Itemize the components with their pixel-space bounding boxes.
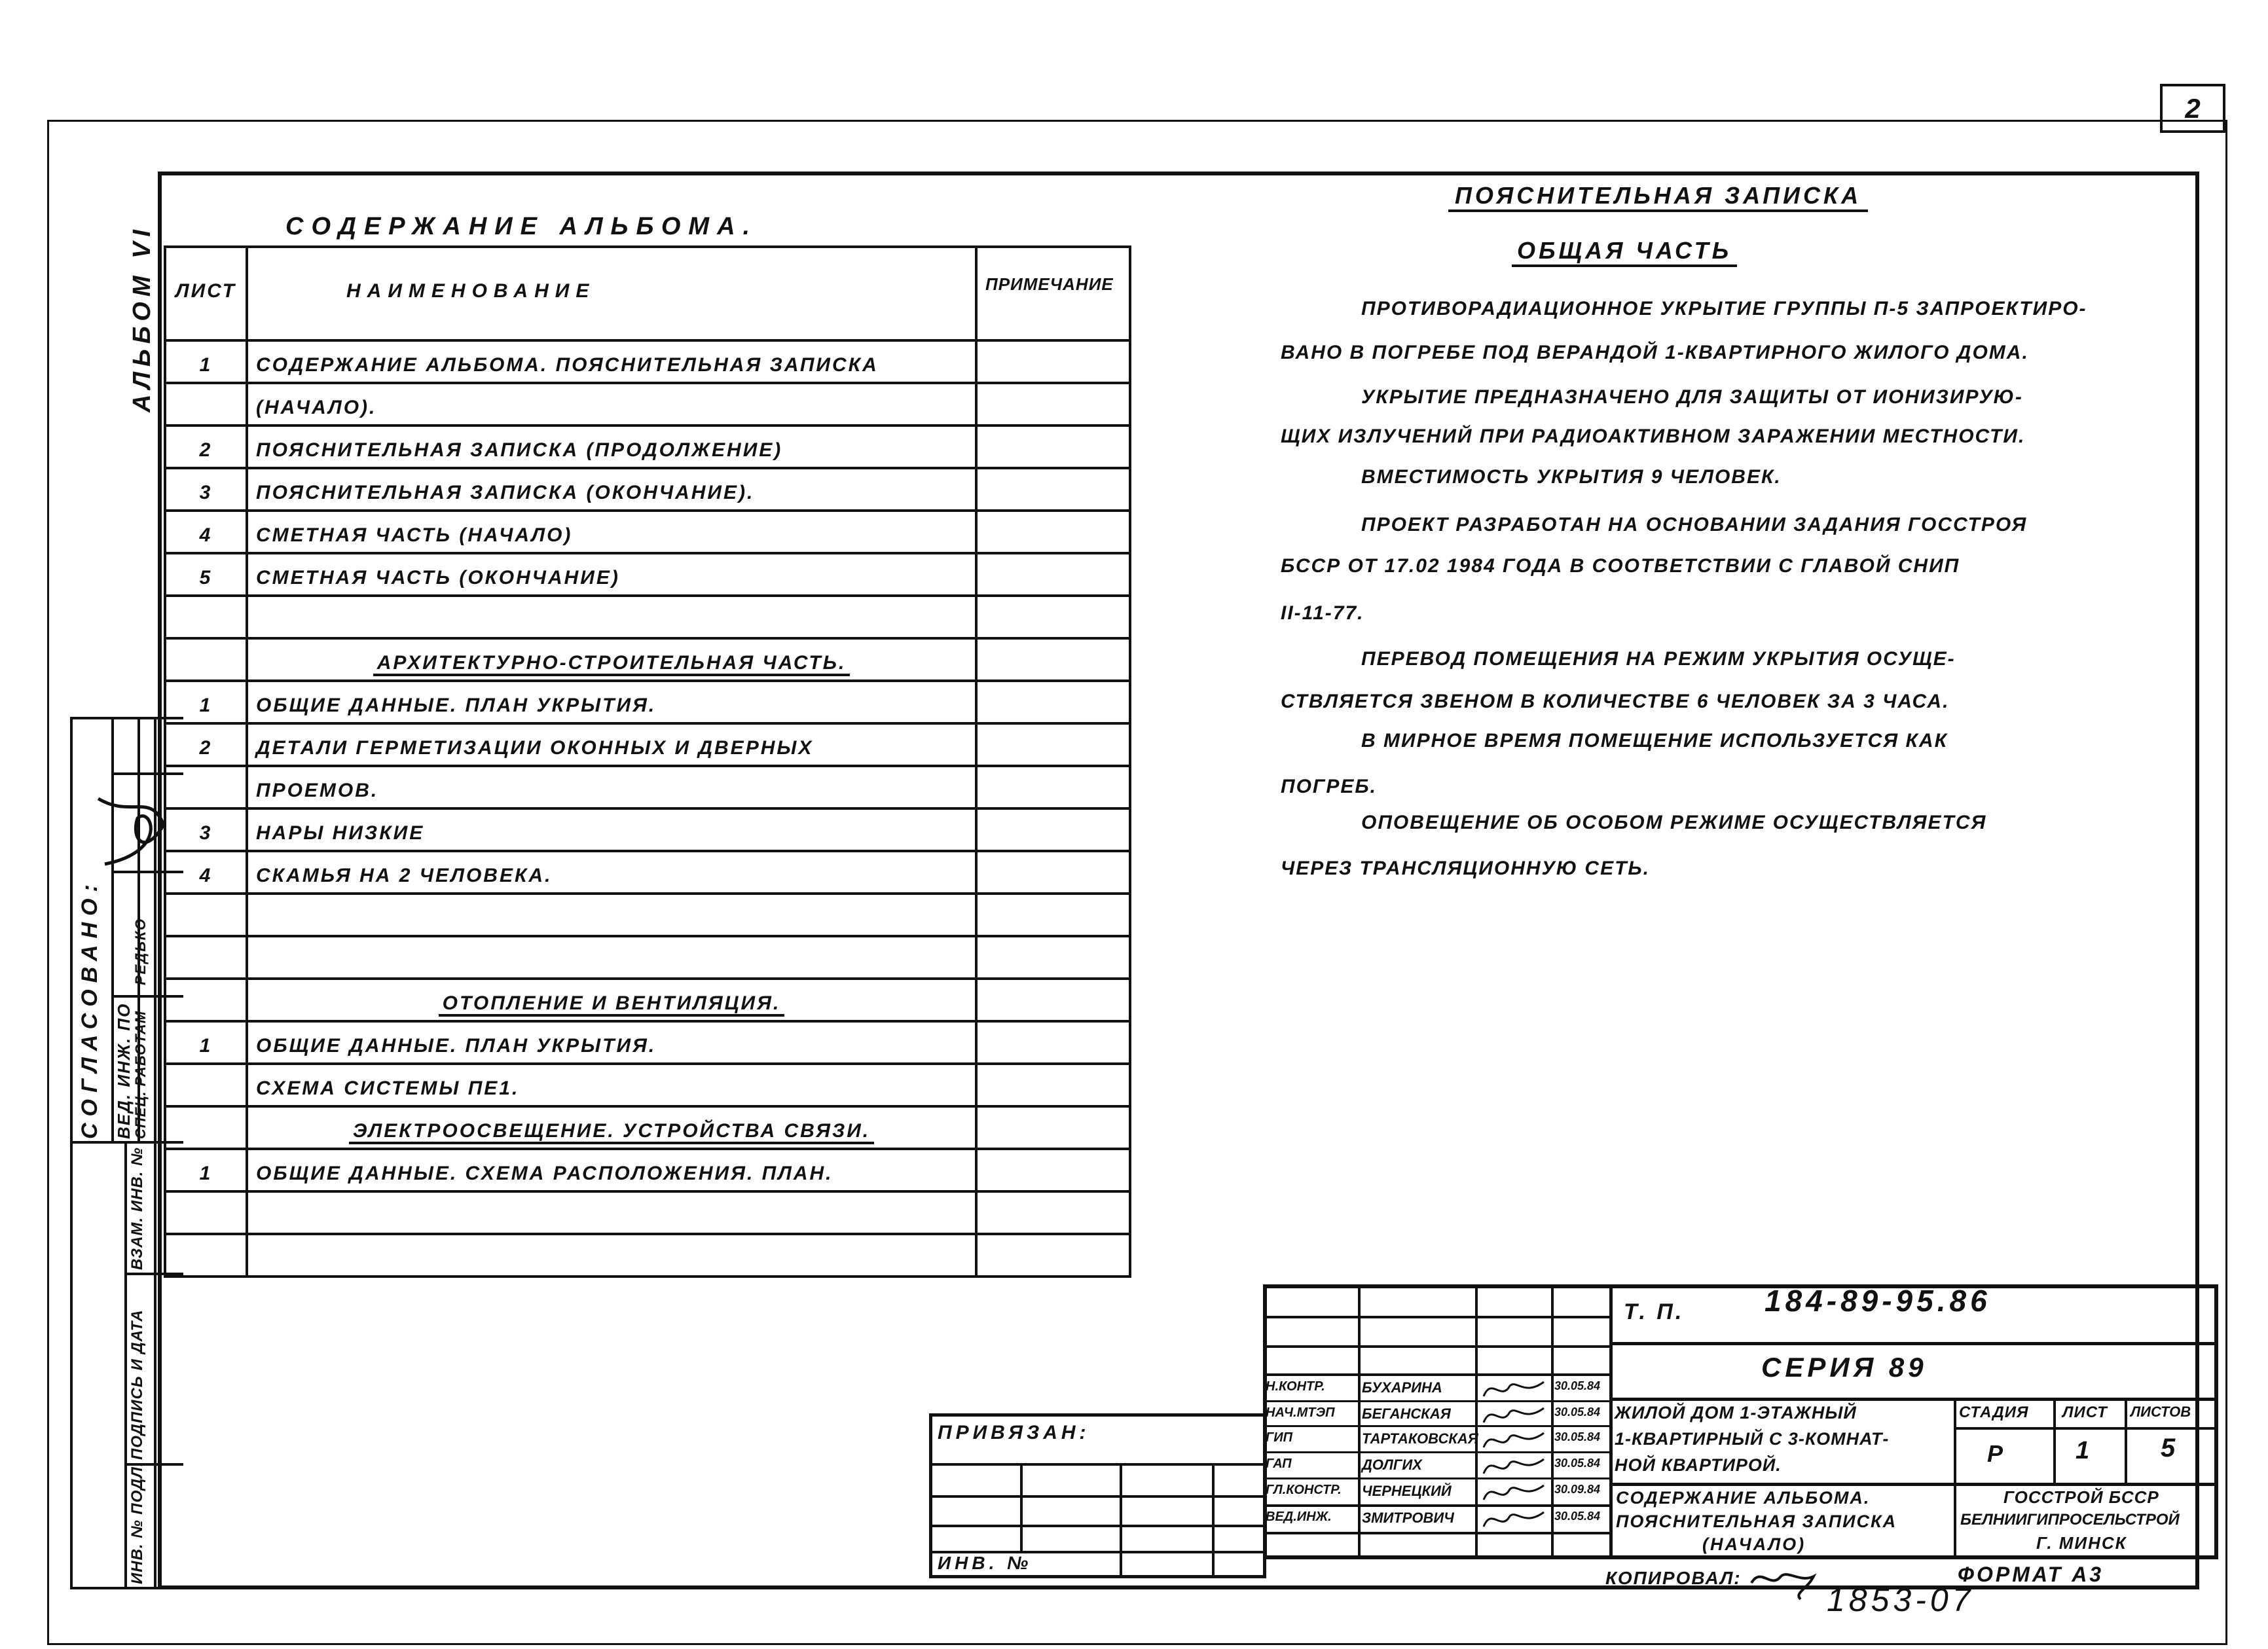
signer-name: ЗМИТРОВИЧ (1362, 1510, 1454, 1526)
signer-name: БУХАРИНА (1362, 1379, 1442, 1396)
sheet-label: ЛИСТ (2062, 1404, 2108, 1421)
toc-note (976, 979, 1130, 1021)
page-number: 2 (2185, 92, 2201, 124)
toc-sheet-number (165, 596, 247, 638)
toc-title: СОДЕРЖАНИЕ АЛЬБОМА. (285, 213, 758, 240)
signer-role: ВЕД.ИНЖ. (1266, 1510, 1332, 1524)
toc-sheet-number: 3 (165, 808, 247, 851)
note-subtitle: ОБЩАЯ ЧАСТЬ (1512, 237, 1737, 267)
sheets-label: ЛИСТОВ (2131, 1404, 2191, 1420)
toc-row (165, 979, 1130, 1021)
signer-signature (1478, 1428, 1550, 1454)
toc-row (165, 426, 1130, 468)
toc-item-name: СКАМЬЯ НА 2 ЧЕЛОВЕКА. (247, 851, 976, 894)
signer-date: 30.05.84 (1554, 1430, 1601, 1443)
toc-row (165, 681, 1130, 723)
toc-row (165, 468, 1130, 511)
toc-note (976, 1191, 1130, 1234)
toc-sheet-number (165, 1064, 247, 1106)
toc-note (976, 681, 1130, 723)
toc-row (165, 1234, 1130, 1277)
sheet-title-line-2: ПОЯСНИТЕЛЬНАЯ ЗАПИСКА (1616, 1512, 1897, 1531)
toc-sheet-number: 5 (165, 553, 247, 596)
signer-role: Н.КОНТР. (1266, 1379, 1325, 1394)
sheet-title-line-1: СОДЕРЖАНИЕ АЛЬБОМА. (1616, 1488, 1871, 1508)
note-line: ОПОВЕЩЕНИЕ ОБ ОСОБОМ РЕЖИМЕ ОСУЩЕСТВЛЯЕТСЯ (1361, 812, 1987, 833)
toc-section-heading (247, 638, 976, 681)
toc-table (164, 245, 1131, 1278)
toc-item-name: СМЕТНАЯ ЧАСТЬ (ОКОНЧАНИЕ) (247, 553, 976, 596)
org-line-3: Г. МИНСК (2036, 1533, 2127, 1553)
toc-sheet-number (165, 979, 247, 1021)
toc-item-name: ПРОЕМОВ. (247, 766, 976, 808)
signer-date: 30.05.84 (1554, 1510, 1601, 1523)
note-line: ВАНО В ПОГРЕБЕ ПОД ВЕРАНДОЙ 1-КВАРТИРНОГО ЖИЛОГО ДОМА. (1281, 342, 2029, 363)
lead-engineer-name: РЕДЬКО (132, 917, 149, 985)
toc-section-text: ЭЛЕКТРООСВЕЩЕНИЕ. УСТРОЙСТВА СВЯЗИ. (349, 1120, 874, 1144)
toc-sheet-number (165, 1191, 247, 1234)
object-line-1: ЖИЛОЙ ДОМ 1-ЭТАЖНЫЙ (1615, 1403, 1857, 1422)
toc-note (976, 808, 1130, 851)
toc-row (165, 340, 1130, 383)
signer-role: ГИП (1266, 1430, 1293, 1445)
toc-sheet-number (165, 894, 247, 936)
toc-row (165, 553, 1130, 596)
format-label: ФОРМАТ А3 (1958, 1563, 2104, 1586)
toc-note (976, 468, 1130, 511)
toc-sheet-number (165, 638, 247, 681)
toc-item-name: ОБЩИЕ ДАННЫЕ. ПЛАН УКРЫТИЯ. (247, 681, 976, 723)
toc-row (165, 638, 1130, 681)
toc-sheet-number: 2 (165, 723, 247, 766)
note-line: ЧЕРЕЗ ТРАНСЛЯЦИОННУЮ СЕТЬ. (1281, 858, 1651, 879)
toc-note (976, 1106, 1130, 1149)
signer-signature (1478, 1454, 1550, 1480)
toc-note (976, 596, 1130, 638)
toc-row (165, 1021, 1130, 1064)
org-line-2: БЕЛНИИГИПРОСЕЛЬСТРОЙ (1960, 1511, 2180, 1529)
series: СЕРИЯ 89 (1761, 1352, 1928, 1383)
toc-row (165, 766, 1130, 808)
toc-sheet-number (165, 936, 247, 979)
toc-note (976, 936, 1130, 979)
signer-name: ДОЛГИХ (1362, 1457, 1422, 1473)
toc-section-text: ОТОПЛЕНИЕ И ВЕНТИЛЯЦИЯ. (439, 992, 785, 1017)
document-code: 184-89-95.86 (1765, 1284, 1991, 1318)
toc-note (976, 723, 1130, 766)
interchange-inv-label: ВЗАМ. ИНВ. № (128, 1147, 146, 1270)
toc-row (165, 851, 1130, 894)
toc-item-name: ПОЯСНИТЕЛЬНАЯ ЗАПИСКА (ОКОНЧАНИЕ). (247, 468, 976, 511)
toc-row (165, 596, 1130, 638)
stage-value: Р (1987, 1440, 2007, 1467)
toc-note (976, 511, 1130, 553)
sheet-value: 1 (2076, 1437, 2094, 1464)
toc-sheet-number (165, 766, 247, 808)
toc-note (976, 1021, 1130, 1064)
toc-note (976, 1064, 1130, 1106)
toc-sheet-number: 4 (165, 851, 247, 894)
header-note: ПРИМЕЧАНИЕ (976, 247, 1130, 340)
toc-item-name (247, 894, 976, 936)
toc-sheet-number (165, 383, 247, 426)
toc-item-name (247, 1234, 976, 1277)
signer-role: НАЧ.МТЭП (1266, 1405, 1335, 1420)
toc-sheet-number: 1 (165, 1021, 247, 1064)
toc-note (976, 383, 1130, 426)
archive-number: 1853-07 (1827, 1582, 1975, 1618)
note-line: ПРОТИВОРАДИАЦИОННОЕ УКРЫТИЕ ГРУППЫ П-5 ЗАПРОЕКТИРО- (1361, 298, 2087, 319)
toc-item-name (247, 596, 976, 638)
toc-row (165, 936, 1130, 979)
inv-label: ИНВ. № (938, 1553, 1033, 1573)
toc-note (976, 340, 1130, 383)
toc-note (976, 1234, 1130, 1277)
signer-name: ТАРТАКОВСКАЯ (1362, 1430, 1478, 1447)
toc-sheet-number: 1 (165, 681, 247, 723)
note-line: ПРОЕКТ РАЗРАБОТАН НА ОСНОВАНИИ ЗАДАНИЯ ГОССТРОЯ (1361, 514, 2028, 535)
toc-row (165, 894, 1130, 936)
toc-section-heading (247, 979, 976, 1021)
toc-row (165, 1149, 1130, 1191)
toc-row (165, 1064, 1130, 1106)
lead-engineer-line2: СПЕЦ. РАБОТАМ (132, 1010, 149, 1139)
toc-note (976, 1149, 1130, 1191)
toc-sheet-number: 2 (165, 426, 247, 468)
toc-sheet-number (165, 1106, 247, 1149)
signer-name: БЕГАНСКАЯ (1362, 1405, 1451, 1422)
note-line: СТВЛЯЕТСЯ ЗВЕНОМ В КОЛИЧЕСТВЕ 6 ЧЕЛОВЕК ЗА 3 ЧАСА. (1281, 691, 1950, 712)
signer-signature (1478, 1507, 1550, 1533)
signer-signature (1478, 1480, 1550, 1506)
signer-date: 30.09.84 (1554, 1483, 1601, 1496)
header-sheet: ЛИСТ (165, 247, 247, 340)
toc-sheet-number: 1 (165, 340, 247, 383)
toc-item-name: НАРЫ НИЗКИЕ (247, 808, 976, 851)
signer-role: ГЛ.КОНСТР. (1266, 1483, 1342, 1497)
org-line-1: ГОССТРОЙ БССР (2003, 1487, 2159, 1507)
toc-note (976, 766, 1130, 808)
note-line: II-11-77. (1281, 602, 1364, 624)
signer-date: 30.05.84 (1554, 1405, 1601, 1419)
note-line: УКРЫТИЕ ПРЕДНАЗНАЧЕНО ДЛЯ ЗАЩИТЫ ОТ ИОНИЗИРУЮ- (1361, 386, 2023, 408)
note-line: ЩИХ ИЗЛУЧЕНИЙ ПРИ РАДИОАКТИВНОМ ЗАРАЖЕНИИ МЕСТНОСТИ. (1281, 426, 2026, 447)
note-title: ПОЯСНИТЕЛЬНАЯ ЗАПИСКА (1448, 182, 1868, 212)
agreed-label: СОГЛАСОВАНО: (77, 878, 102, 1139)
toc-note (976, 638, 1130, 681)
signer-role: ГАП (1266, 1457, 1292, 1471)
toc-note (976, 851, 1130, 894)
toc-row (165, 1191, 1130, 1234)
header-name: НАИМЕНОВАНИЕ (247, 247, 976, 340)
toc-sheet-number: 1 (165, 1149, 247, 1191)
album-label: АЛЬБОМ VI (128, 225, 156, 412)
note-line: В МИРНОЕ ВРЕМЯ ПОМЕЩЕНИЕ ИСПОЛЬЗУЕТСЯ КАК (1361, 730, 1948, 752)
toc-item-name: (НАЧАЛО). (247, 383, 976, 426)
bound-label: ПРИВЯЗАН: (938, 1422, 1090, 1443)
note-line: ВМЕСТИМОСТЬ УКРЫТИЯ 9 ЧЕЛОВЕК. (1361, 466, 1782, 488)
toc-note (976, 553, 1130, 596)
toc-item-name (247, 936, 976, 979)
toc-item-name (247, 1191, 976, 1234)
signer-signature (1478, 1377, 1550, 1403)
note-line: БССР ОТ 17.02 1984 ГОДА В СООТВЕТСТВИИ С ГЛАВОЙ СНИП (1281, 555, 1960, 577)
toc-item-name: ОБЩИЕ ДАННЫЕ. СХЕМА РАСПОЛОЖЕНИЯ. ПЛАН. (247, 1149, 976, 1191)
toc-row (165, 808, 1130, 851)
toc-row (165, 723, 1130, 766)
copier-signature (1748, 1563, 1820, 1603)
note-line: ПЕРЕВОД ПОМЕЩЕНИЯ НА РЕЖИМ УКРЫТИЯ ОСУЩЕ- (1361, 648, 1956, 670)
toc-section-heading (247, 1106, 976, 1149)
note-line: ПОГРЕБ. (1281, 776, 1377, 797)
toc-row (165, 511, 1130, 553)
toc-note (976, 426, 1130, 468)
toc-item-name: СОДЕРЖАНИЕ АЛЬБОМА. ПОЯСНИТЕЛЬНАЯ ЗАПИСКА (247, 340, 976, 383)
copied-label: КОПИРОВАЛ: (1605, 1568, 1742, 1588)
original-inv-label: ИНВ. № ПОДЛ. (128, 1461, 146, 1584)
signature-date-label: ПОДПИСЬ И ДАТА (128, 1309, 146, 1460)
object-line-3: НОЙ КВАРТИРОЙ. (1615, 1455, 1782, 1475)
toc-sheet-number: 3 (165, 468, 247, 511)
object-line-2: 1-КВАРТИРНЫЙ С 3-КОМНАТ- (1615, 1429, 1890, 1449)
toc-row (165, 383, 1130, 426)
toc-item-name: СМЕТНАЯ ЧАСТЬ (НАЧАЛО) (247, 511, 976, 553)
toc-item-name: ДЕТАЛИ ГЕРМЕТИЗАЦИИ ОКОННЫХ И ДВЕРНЫХ (247, 723, 976, 766)
sheets-value: 5 (2161, 1434, 2180, 1462)
lead-engineer-line1: ВЕД. ИНЖ. ПО (114, 1002, 134, 1139)
stage-label: СТАДИЯ (1959, 1404, 2029, 1421)
page-number-box (2160, 84, 2225, 133)
signer-date: 30.05.84 (1554, 1379, 1601, 1392)
toc-item-name: СХЕМА СИСТЕМЫ ПЕ1. (247, 1064, 976, 1106)
toc-section-text: АРХИТЕКТУРНО-СТРОИТЕЛЬНАЯ ЧАСТЬ. (373, 652, 850, 676)
toc-item-name: ПОЯСНИТЕЛЬНАЯ ЗАПИСКА (ПРОДОЛЖЕНИЕ) (247, 426, 976, 468)
sheet-title-line-3: (НАЧАЛО) (1702, 1534, 1806, 1554)
toc-row (165, 1106, 1130, 1149)
toc-item-name: ОБЩИЕ ДАННЫЕ. ПЛАН УКРЫТИЯ. (247, 1021, 976, 1064)
signer-name: ЧЕРНЕЦКИЙ (1362, 1483, 1452, 1499)
toc-note (976, 894, 1130, 936)
toc-header-row (165, 247, 1130, 340)
signer-date: 30.05.84 (1554, 1457, 1601, 1470)
toc-sheet-number (165, 1234, 247, 1277)
code-prefix: Т. П. (1624, 1299, 1685, 1324)
toc-sheet-number: 4 (165, 511, 247, 553)
